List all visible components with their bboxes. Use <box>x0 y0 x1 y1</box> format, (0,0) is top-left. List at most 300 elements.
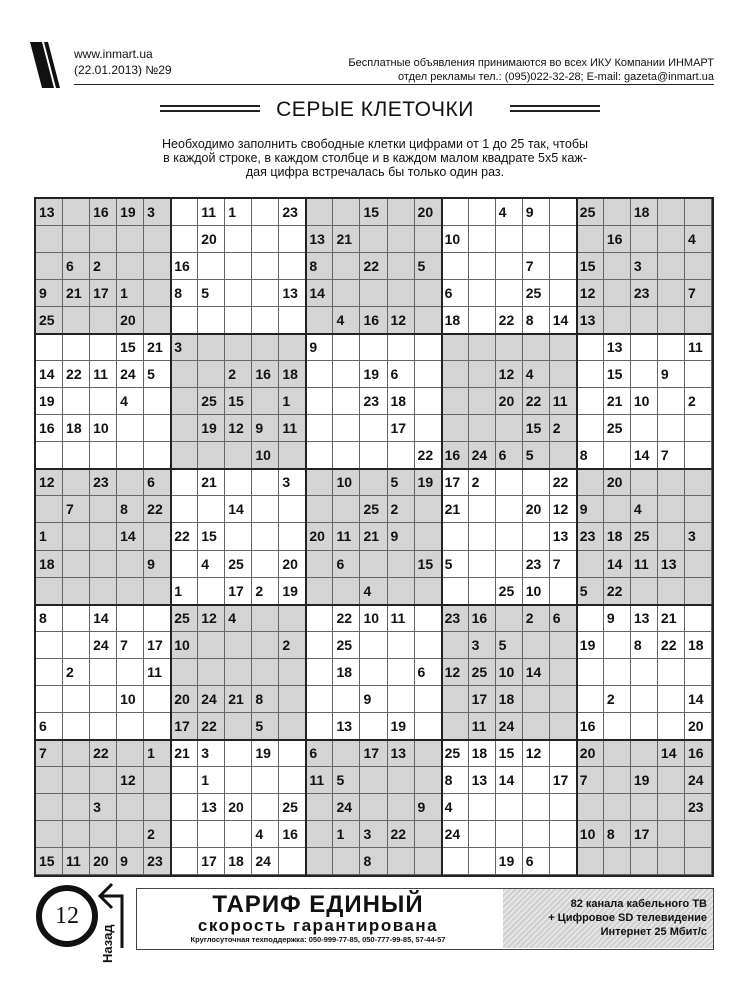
grid-cell[interactable]: 11 <box>63 848 90 875</box>
grid-cell[interactable] <box>63 713 90 740</box>
grid-cell[interactable]: 23 <box>279 199 306 226</box>
grid-cell[interactable] <box>252 496 279 523</box>
grid-cell[interactable]: 9 <box>658 361 685 388</box>
grid-cell[interactable]: 20 <box>577 740 604 767</box>
grid-cell[interactable] <box>360 713 387 740</box>
grid-cell[interactable] <box>36 767 63 794</box>
grid-cell[interactable]: 3 <box>171 334 198 361</box>
grid-cell[interactable] <box>225 659 252 686</box>
grid-cell[interactable]: 9 <box>36 280 63 307</box>
grid-cell[interactable] <box>442 713 469 740</box>
grid-cell[interactable]: 2 <box>252 578 279 605</box>
grid-cell[interactable] <box>442 686 469 713</box>
grid-cell[interactable]: 3 <box>144 199 171 226</box>
grid-cell[interactable] <box>333 442 360 469</box>
grid-cell[interactable] <box>279 496 306 523</box>
grid-cell[interactable] <box>658 280 685 307</box>
grid-cell[interactable]: 4 <box>225 605 252 632</box>
grid-cell[interactable]: 13 <box>604 334 631 361</box>
grid-cell[interactable] <box>415 686 442 713</box>
grid-cell[interactable] <box>415 713 442 740</box>
grid-cell[interactable] <box>577 551 604 578</box>
grid-cell[interactable] <box>604 632 631 659</box>
grid-cell[interactable] <box>171 226 198 253</box>
grid-cell[interactable] <box>658 334 685 361</box>
grid-cell[interactable] <box>631 713 658 740</box>
grid-cell[interactable]: 15 <box>36 848 63 875</box>
grid-cell[interactable]: 10 <box>496 659 523 686</box>
grid-cell[interactable] <box>171 794 198 821</box>
grid-cell[interactable] <box>63 578 90 605</box>
grid-cell[interactable] <box>306 388 333 415</box>
grid-cell[interactable]: 12 <box>225 415 252 442</box>
grid-cell[interactable]: 22 <box>63 361 90 388</box>
grid-cell[interactable] <box>306 632 333 659</box>
grid-cell[interactable]: 1 <box>36 523 63 550</box>
grid-cell[interactable] <box>685 253 712 280</box>
grid-cell[interactable]: 20 <box>279 551 306 578</box>
grid-cell[interactable] <box>469 821 496 848</box>
grid-cell[interactable] <box>117 469 144 496</box>
grid-cell[interactable]: 10 <box>333 469 360 496</box>
grid-cell[interactable]: 8 <box>523 307 550 334</box>
grid-cell[interactable] <box>117 605 144 632</box>
grid-cell[interactable] <box>117 578 144 605</box>
grid-cell[interactable]: 5 <box>333 767 360 794</box>
grid-cell[interactable]: 8 <box>577 442 604 469</box>
grid-cell[interactable] <box>225 469 252 496</box>
grid-cell[interactable]: 9 <box>523 199 550 226</box>
grid-cell[interactable] <box>63 442 90 469</box>
grid-cell[interactable] <box>279 442 306 469</box>
grid-cell[interactable] <box>388 578 415 605</box>
grid-cell[interactable] <box>415 767 442 794</box>
grid-cell[interactable]: 23 <box>685 794 712 821</box>
grid-cell[interactable]: 5 <box>252 713 279 740</box>
grid-cell[interactable] <box>469 307 496 334</box>
grid-cell[interactable] <box>496 821 523 848</box>
grid-cell[interactable]: 20 <box>198 226 225 253</box>
grid-cell[interactable]: 8 <box>360 848 387 875</box>
grid-cell[interactable]: 20 <box>117 307 144 334</box>
grid-cell[interactable]: 20 <box>604 469 631 496</box>
grid-cell[interactable] <box>550 226 577 253</box>
grid-cell[interactable]: 22 <box>388 821 415 848</box>
grid-cell[interactable] <box>496 226 523 253</box>
grid-cell[interactable]: 4 <box>117 388 144 415</box>
grid-cell[interactable] <box>577 226 604 253</box>
grid-cell[interactable]: 21 <box>604 388 631 415</box>
grid-cell[interactable]: 17 <box>144 632 171 659</box>
grid-cell[interactable]: 19 <box>360 361 387 388</box>
grid-cell[interactable] <box>523 767 550 794</box>
grid-cell[interactable] <box>252 551 279 578</box>
grid-cell[interactable]: 21 <box>198 469 225 496</box>
grid-cell[interactable] <box>63 821 90 848</box>
grid-cell[interactable]: 22 <box>415 442 442 469</box>
grid-cell[interactable] <box>90 713 117 740</box>
grid-cell[interactable] <box>360 442 387 469</box>
grid-cell[interactable]: 23 <box>631 280 658 307</box>
grid-cell[interactable] <box>252 307 279 334</box>
grid-cell[interactable]: 25 <box>333 632 360 659</box>
grid-cell[interactable] <box>442 253 469 280</box>
grid-cell[interactable]: 16 <box>577 713 604 740</box>
grid-cell[interactable] <box>577 794 604 821</box>
grid-cell[interactable] <box>604 496 631 523</box>
grid-cell[interactable] <box>442 388 469 415</box>
grid-cell[interactable] <box>279 334 306 361</box>
grid-cell[interactable] <box>360 632 387 659</box>
grid-cell[interactable] <box>658 496 685 523</box>
grid-cell[interactable]: 13 <box>631 605 658 632</box>
grid-cell[interactable] <box>198 307 225 334</box>
grid-cell[interactable] <box>631 578 658 605</box>
grid-cell[interactable] <box>252 794 279 821</box>
grid-cell[interactable]: 2 <box>550 415 577 442</box>
grid-cell[interactable]: 13 <box>306 226 333 253</box>
grid-cell[interactable] <box>144 686 171 713</box>
grid-cell[interactable]: 18 <box>496 686 523 713</box>
grid-cell[interactable] <box>415 632 442 659</box>
grid-cell[interactable] <box>252 334 279 361</box>
grid-cell[interactable]: 1 <box>225 199 252 226</box>
grid-cell[interactable]: 16 <box>252 361 279 388</box>
grid-cell[interactable]: 18 <box>469 740 496 767</box>
grid-cell[interactable]: 21 <box>658 605 685 632</box>
grid-cell[interactable]: 14 <box>631 442 658 469</box>
grid-cell[interactable]: 3 <box>90 794 117 821</box>
grid-cell[interactable]: 8 <box>442 767 469 794</box>
grid-cell[interactable] <box>252 226 279 253</box>
grid-cell[interactable]: 19 <box>117 199 144 226</box>
grid-cell[interactable] <box>523 334 550 361</box>
grid-cell[interactable]: 22 <box>333 605 360 632</box>
grid-cell[interactable] <box>360 334 387 361</box>
grid-cell[interactable] <box>333 415 360 442</box>
grid-cell[interactable] <box>469 848 496 875</box>
grid-cell[interactable] <box>360 226 387 253</box>
grid-cell[interactable] <box>63 605 90 632</box>
grid-cell[interactable]: 18 <box>631 199 658 226</box>
grid-cell[interactable]: 21 <box>171 740 198 767</box>
grid-cell[interactable] <box>225 253 252 280</box>
grid-cell[interactable] <box>496 280 523 307</box>
grid-cell[interactable]: 10 <box>442 226 469 253</box>
grid-cell[interactable] <box>306 848 333 875</box>
grid-cell[interactable] <box>658 388 685 415</box>
grid-cell[interactable] <box>252 280 279 307</box>
grid-cell[interactable]: 10 <box>631 388 658 415</box>
grid-cell[interactable] <box>90 442 117 469</box>
grid-cell[interactable]: 3 <box>279 469 306 496</box>
grid-cell[interactable] <box>685 496 712 523</box>
grid-cell[interactable]: 19 <box>388 713 415 740</box>
grid-cell[interactable]: 25 <box>442 740 469 767</box>
grid-cell[interactable] <box>604 659 631 686</box>
grid-cell[interactable] <box>90 496 117 523</box>
grid-cell[interactable]: 13 <box>388 740 415 767</box>
grid-cell[interactable] <box>225 767 252 794</box>
grid-cell[interactable] <box>117 821 144 848</box>
grid-cell[interactable]: 14 <box>604 551 631 578</box>
grid-cell[interactable] <box>144 415 171 442</box>
grid-cell[interactable]: 14 <box>550 307 577 334</box>
grid-cell[interactable]: 14 <box>225 496 252 523</box>
grid-cell[interactable] <box>225 632 252 659</box>
grid-cell[interactable] <box>658 523 685 550</box>
grid-cell[interactable] <box>306 361 333 388</box>
grid-cell[interactable] <box>550 334 577 361</box>
grid-cell[interactable] <box>496 469 523 496</box>
grid-cell[interactable]: 9 <box>252 415 279 442</box>
grid-cell[interactable]: 11 <box>279 415 306 442</box>
grid-cell[interactable]: 12 <box>442 659 469 686</box>
grid-cell[interactable] <box>496 605 523 632</box>
grid-cell[interactable]: 15 <box>360 199 387 226</box>
grid-cell[interactable] <box>415 496 442 523</box>
grid-cell[interactable] <box>90 551 117 578</box>
grid-cell[interactable] <box>279 713 306 740</box>
grid-cell[interactable] <box>306 713 333 740</box>
grid-cell[interactable] <box>306 199 333 226</box>
grid-cell[interactable] <box>685 821 712 848</box>
grid-cell[interactable] <box>333 740 360 767</box>
grid-cell[interactable]: 6 <box>442 280 469 307</box>
grid-cell[interactable] <box>306 821 333 848</box>
grid-cell[interactable]: 6 <box>415 659 442 686</box>
grid-cell[interactable] <box>658 226 685 253</box>
grid-cell[interactable]: 6 <box>333 551 360 578</box>
grid-cell[interactable]: 21 <box>360 523 387 550</box>
grid-cell[interactable] <box>631 226 658 253</box>
grid-cell[interactable]: 22 <box>496 307 523 334</box>
grid-cell[interactable] <box>171 469 198 496</box>
grid-cell[interactable] <box>550 253 577 280</box>
grid-cell[interactable] <box>415 226 442 253</box>
grid-cell[interactable]: 24 <box>198 686 225 713</box>
grid-cell[interactable] <box>117 740 144 767</box>
grid-cell[interactable] <box>90 307 117 334</box>
grid-cell[interactable]: 17 <box>550 767 577 794</box>
grid-cell[interactable]: 11 <box>306 767 333 794</box>
grid-cell[interactable] <box>333 280 360 307</box>
grid-cell[interactable] <box>63 307 90 334</box>
grid-cell[interactable] <box>469 361 496 388</box>
grid-cell[interactable]: 6 <box>306 740 333 767</box>
grid-cell[interactable]: 14 <box>90 605 117 632</box>
grid-cell[interactable] <box>90 334 117 361</box>
grid-cell[interactable]: 8 <box>631 632 658 659</box>
grid-cell[interactable] <box>90 686 117 713</box>
grid-cell[interactable]: 9 <box>144 551 171 578</box>
grid-cell[interactable]: 2 <box>144 821 171 848</box>
grid-cell[interactable]: 4 <box>333 307 360 334</box>
grid-cell[interactable] <box>306 659 333 686</box>
grid-cell[interactable] <box>279 686 306 713</box>
grid-cell[interactable]: 18 <box>36 551 63 578</box>
grid-cell[interactable] <box>333 848 360 875</box>
grid-cell[interactable]: 18 <box>333 659 360 686</box>
grid-cell[interactable]: 13 <box>279 280 306 307</box>
grid-cell[interactable]: 17 <box>469 686 496 713</box>
grid-cell[interactable] <box>388 253 415 280</box>
grid-cell[interactable] <box>144 523 171 550</box>
grid-cell[interactable] <box>171 307 198 334</box>
grid-cell[interactable]: 15 <box>225 388 252 415</box>
grid-cell[interactable] <box>90 226 117 253</box>
grid-cell[interactable]: 1 <box>117 280 144 307</box>
grid-cell[interactable] <box>550 848 577 875</box>
grid-cell[interactable] <box>442 199 469 226</box>
grid-cell[interactable]: 13 <box>469 767 496 794</box>
grid-cell[interactable] <box>333 199 360 226</box>
grid-cell[interactable] <box>90 659 117 686</box>
grid-cell[interactable] <box>604 767 631 794</box>
grid-cell[interactable] <box>415 821 442 848</box>
grid-cell[interactable] <box>63 632 90 659</box>
grid-cell[interactable]: 12 <box>198 605 225 632</box>
grid-cell[interactable]: 5 <box>415 253 442 280</box>
grid-cell[interactable] <box>388 442 415 469</box>
grid-cell[interactable]: 13 <box>198 794 225 821</box>
grid-cell[interactable] <box>279 848 306 875</box>
grid-cell[interactable]: 24 <box>252 848 279 875</box>
grid-cell[interactable] <box>523 794 550 821</box>
grid-cell[interactable]: 11 <box>144 659 171 686</box>
grid-cell[interactable] <box>252 523 279 550</box>
grid-cell[interactable] <box>171 821 198 848</box>
grid-cell[interactable] <box>279 307 306 334</box>
grid-cell[interactable] <box>496 253 523 280</box>
grid-cell[interactable] <box>388 280 415 307</box>
grid-cell[interactable]: 24 <box>333 794 360 821</box>
grid-cell[interactable] <box>360 280 387 307</box>
grid-cell[interactable] <box>496 415 523 442</box>
grid-cell[interactable] <box>658 713 685 740</box>
grid-cell[interactable] <box>442 415 469 442</box>
ad-banner[interactable] <box>136 888 714 950</box>
grid-cell[interactable]: 2 <box>279 632 306 659</box>
grid-cell[interactable] <box>604 442 631 469</box>
grid-cell[interactable] <box>658 767 685 794</box>
grid-cell[interactable] <box>144 605 171 632</box>
grid-cell[interactable]: 24 <box>117 361 144 388</box>
grid-cell[interactable]: 8 <box>171 280 198 307</box>
grid-cell[interactable] <box>252 253 279 280</box>
grid-cell[interactable] <box>360 551 387 578</box>
grid-cell[interactable]: 11 <box>90 361 117 388</box>
grid-cell[interactable]: 21 <box>442 496 469 523</box>
grid-cell[interactable] <box>577 361 604 388</box>
grid-cell[interactable] <box>631 334 658 361</box>
grid-cell[interactable]: 8 <box>36 605 63 632</box>
grid-cell[interactable]: 9 <box>306 334 333 361</box>
grid-cell[interactable]: 2 <box>523 605 550 632</box>
grid-cell[interactable] <box>415 578 442 605</box>
grid-cell[interactable] <box>685 848 712 875</box>
grid-cell[interactable] <box>550 442 577 469</box>
grid-cell[interactable]: 2 <box>225 361 252 388</box>
grid-cell[interactable]: 19 <box>198 415 225 442</box>
grid-cell[interactable]: 16 <box>36 415 63 442</box>
grid-cell[interactable]: 2 <box>388 496 415 523</box>
grid-cell[interactable]: 22 <box>550 469 577 496</box>
grid-cell[interactable]: 6 <box>523 848 550 875</box>
grid-cell[interactable] <box>685 578 712 605</box>
grid-cell[interactable]: 14 <box>658 740 685 767</box>
grid-cell[interactable]: 4 <box>442 794 469 821</box>
grid-cell[interactable] <box>631 740 658 767</box>
grid-cell[interactable] <box>90 821 117 848</box>
grid-cell[interactable] <box>306 551 333 578</box>
grid-cell[interactable]: 10 <box>523 578 550 605</box>
grid-cell[interactable]: 7 <box>550 551 577 578</box>
grid-cell[interactable] <box>144 713 171 740</box>
grid-cell[interactable]: 2 <box>604 686 631 713</box>
grid-cell[interactable] <box>279 253 306 280</box>
grid-cell[interactable]: 6 <box>36 713 63 740</box>
grid-cell[interactable] <box>442 632 469 659</box>
grid-cell[interactable] <box>144 578 171 605</box>
grid-cell[interactable]: 23 <box>577 523 604 550</box>
grid-cell[interactable] <box>469 578 496 605</box>
grid-cell[interactable] <box>550 740 577 767</box>
grid-cell[interactable]: 2 <box>90 253 117 280</box>
grid-cell[interactable] <box>442 523 469 550</box>
grid-cell[interactable] <box>279 226 306 253</box>
grid-cell[interactable] <box>36 226 63 253</box>
grid-cell[interactable]: 24 <box>469 442 496 469</box>
grid-cell[interactable]: 19 <box>496 848 523 875</box>
grid-cell[interactable] <box>388 551 415 578</box>
grid-cell[interactable] <box>523 686 550 713</box>
grid-cell[interactable]: 18 <box>63 415 90 442</box>
grid-cell[interactable] <box>415 307 442 334</box>
grid-cell[interactable] <box>442 848 469 875</box>
grid-cell[interactable]: 19 <box>36 388 63 415</box>
grid-cell[interactable] <box>442 578 469 605</box>
grid-cell[interactable]: 9 <box>577 496 604 523</box>
grid-cell[interactable]: 19 <box>279 578 306 605</box>
grid-cell[interactable] <box>469 523 496 550</box>
grid-cell[interactable] <box>631 794 658 821</box>
grid-cell[interactable]: 22 <box>658 632 685 659</box>
grid-cell[interactable]: 17 <box>171 713 198 740</box>
grid-cell[interactable]: 18 <box>604 523 631 550</box>
grid-cell[interactable] <box>658 469 685 496</box>
grid-cell[interactable] <box>198 632 225 659</box>
grid-cell[interactable]: 18 <box>685 632 712 659</box>
grid-cell[interactable]: 5 <box>388 469 415 496</box>
grid-cell[interactable]: 12 <box>523 740 550 767</box>
grid-cell[interactable]: 12 <box>36 469 63 496</box>
grid-cell[interactable] <box>604 199 631 226</box>
grid-cell[interactable] <box>279 659 306 686</box>
grid-cell[interactable] <box>252 388 279 415</box>
grid-cell[interactable]: 19 <box>577 632 604 659</box>
grid-cell[interactable] <box>550 794 577 821</box>
grid-cell[interactable] <box>469 415 496 442</box>
grid-cell[interactable] <box>469 280 496 307</box>
grid-cell[interactable] <box>469 551 496 578</box>
grid-cell[interactable] <box>36 253 63 280</box>
grid-cell[interactable] <box>360 767 387 794</box>
grid-cell[interactable] <box>252 469 279 496</box>
grid-cell[interactable] <box>117 551 144 578</box>
grid-cell[interactable] <box>63 767 90 794</box>
grid-cell[interactable]: 1 <box>171 578 198 605</box>
